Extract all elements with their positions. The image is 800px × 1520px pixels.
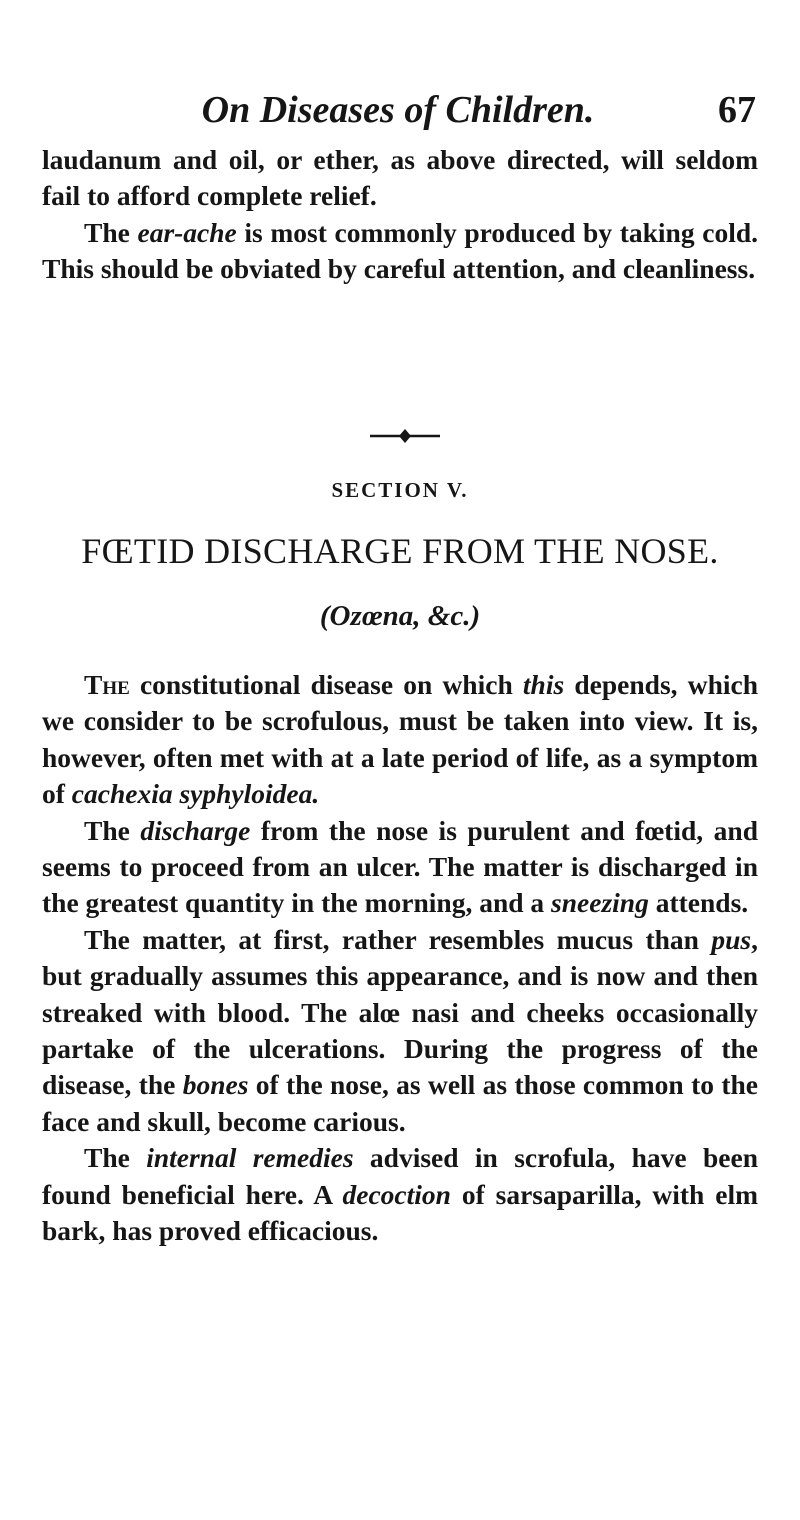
section-title: FŒTID DISCHARGE FROM THE NOSE. (81, 531, 719, 571)
opening-text (42, 142, 758, 288)
text-run: of sarsaparilla, with elm bark, has proved efficacious. (42, 1178, 758, 1247)
text-run: , but gradually assumes this appearance, and is now and then streaked with blood. The alœ nasi and cheeks occasionally partake of the ulcerations. During the progress of the disease, the (42, 923, 758, 1101)
page-number: 67 (718, 89, 756, 131)
italic-term: decoction (342, 1178, 451, 1210)
paragraph (42, 667, 758, 813)
text-run: attends. (648, 887, 749, 919)
italic-term: discharge (140, 814, 251, 846)
section-label: SECTION V. (331, 478, 469, 502)
italic-term: cachexia syphyloidea. (71, 778, 320, 810)
text-run: of the nose, as well as those common to the face and skull, become carious. (42, 1069, 758, 1137)
text-run: advised in scrofula, have been found beneficial here. A (42, 1142, 758, 1210)
paragraph (42, 922, 758, 1140)
italic-term: this (522, 669, 565, 700)
paragraph (42, 1140, 758, 1249)
text-run: The matter, at first, rather resembles mucus than (84, 923, 712, 955)
text-run: The (84, 216, 138, 248)
italic-term: bones (182, 1069, 249, 1101)
text-run: is most commonly produced by taking cold. This should be obviated by careful attention, and cleanliness. (42, 216, 759, 285)
text-run: The (84, 1142, 147, 1174)
text-run: constitutional disease on which (129, 669, 523, 700)
text-run: The (84, 814, 141, 846)
italic-term: ear-ache (137, 216, 237, 248)
text-run: depends, which we consider to be scrofulous, must be taken into view. It is, however, often met with at a late period of life, as a symptom of (42, 669, 758, 810)
section-body (42, 667, 758, 1250)
paragraph (42, 813, 758, 922)
italic-term: pus (711, 923, 752, 955)
italic-term: internal remedies (146, 1142, 354, 1174)
running-head (40, 85, 756, 145)
running-title: On Diseases of Children. (201, 89, 595, 131)
section-subtitle: (Ozœna, &c.) (319, 600, 481, 632)
text-run: from the nose is purulent and fœtid, and seems to proceed from an ulcer. The matter is discharged in the greatest quantity in the morning, and a (42, 814, 758, 919)
paragraph (42, 215, 758, 288)
text-run: laudanum and oil, or ether, as above directed, will seldom fail to afford complete relief. (42, 144, 758, 212)
italic-term: sneezing (551, 887, 649, 919)
section-divider-ornament (370, 428, 440, 444)
drop-smallcaps: The (84, 669, 130, 700)
paragraph (42, 142, 758, 215)
